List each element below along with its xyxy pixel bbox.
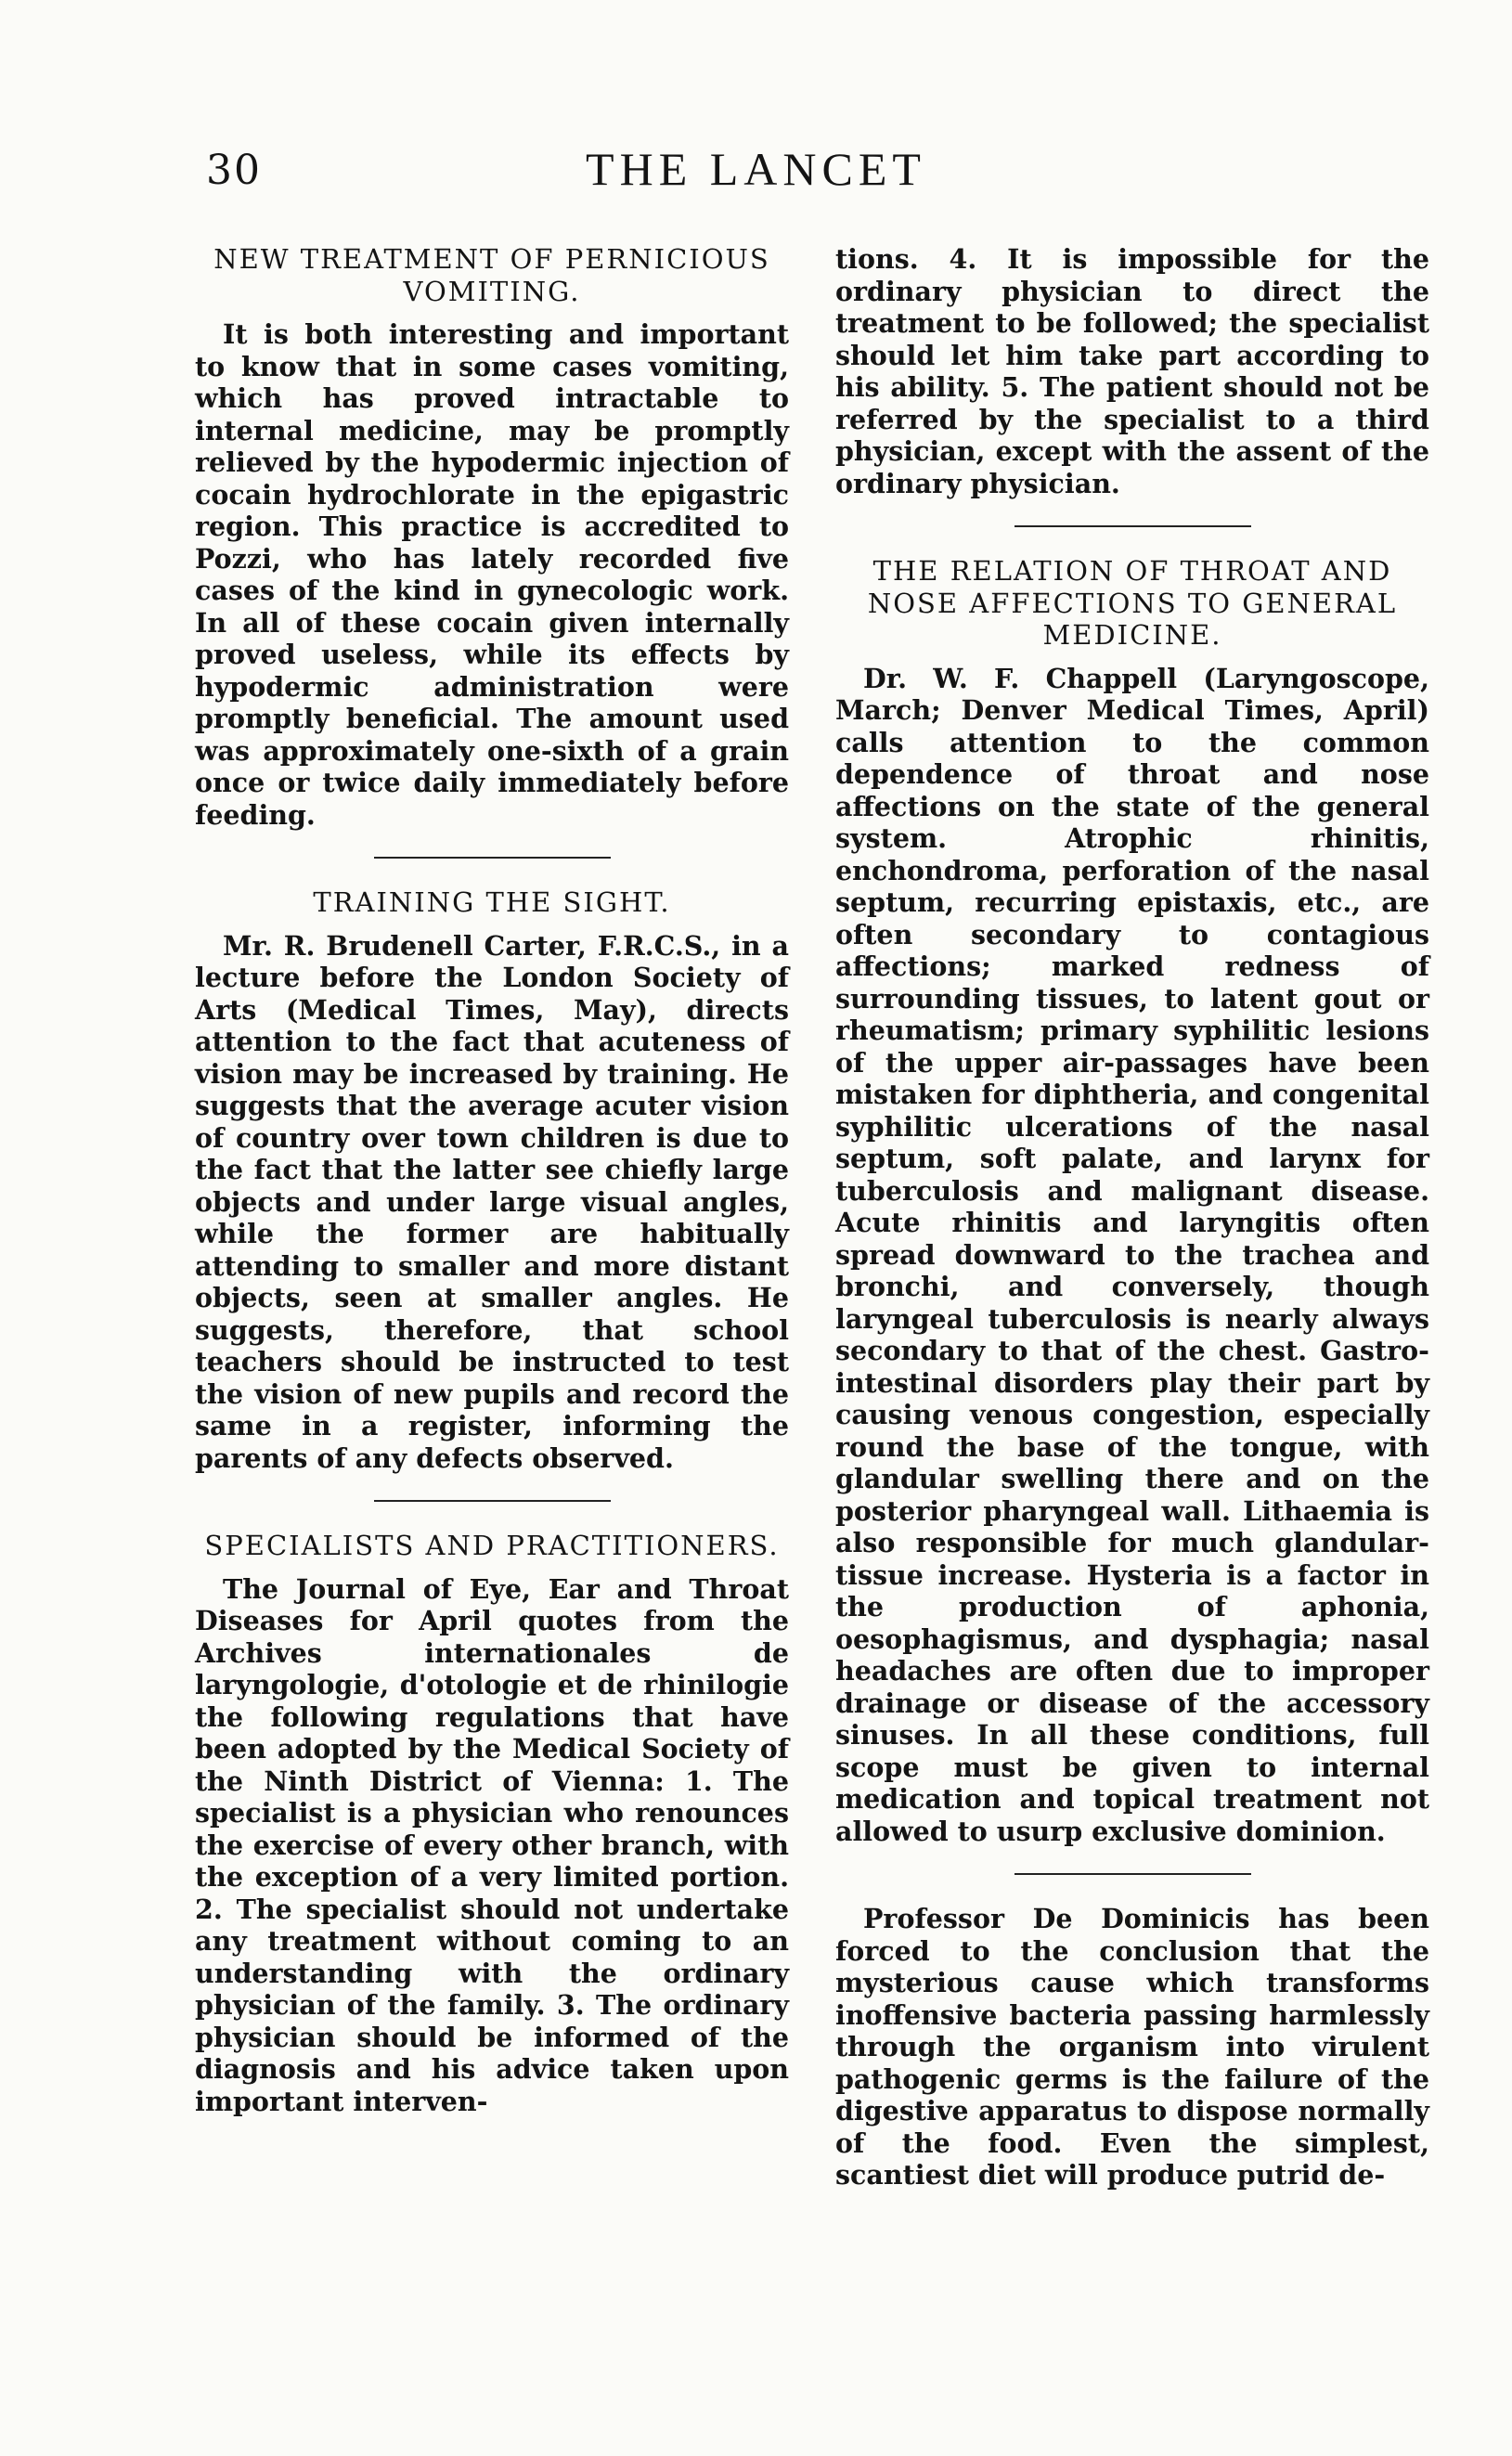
running-head: THE LANCET xyxy=(586,143,926,195)
article-body: The Journal of Eye, Ear and Throat Diseases for April quotes from the Archives internationales de laryngologie, d'otologie et de rhinilogie the following regulations that have been adopted by the Medical Society of the Ninth District of Vienna: 1. The specialist is a physician who renounces the exercise of every other branch, with the exception of a very limited portion. 2. The specialist should not undertake any treatment without coming to an understanding with the ordinary physician of the family. 3. The ordinary physician should be informed of the diagnosis and his advice taken upon important interven- xyxy=(195,1572,789,2117)
section-divider xyxy=(1014,525,1251,527)
article-specialists xyxy=(195,1530,789,2117)
article-heading: THE RELATION OF THROAT AND NOSE AFFECTIONS TO GENERAL MEDICINE. xyxy=(867,555,1398,651)
article-pernicious-vomiting xyxy=(195,243,789,831)
article-de-dominicis xyxy=(835,1903,1429,2191)
article-body: Mr. R. Brudenell Carter, F.R.C.S., in a lecture before the London Society of Arts (Medical Times, May), directs attention to the fact that acuteness of vision may be increased by training. He suggests that the average acuter vision of country over town children is due to the fact that the latter see chiefly large objects and under large visual angles, while the former are habitually attending to smaller and more distant objects, seen at smaller angles. He suggests, therefore, that school teachers should be instructed to test the vision of new pupils and record the same in a register, informing the parents of any defects observed. xyxy=(195,929,789,1474)
article-body: Dr. W. F. Chappell (Laryngoscope, March; Denver Medical Times, April) calls attention to the common dependence of throat and nose affections on the state of the general system. Atrophic rhinitis, enchondroma, perforation of the nasal septum, recurring epistaxis, etc., are often secondary to contagious affections; marked redness of surrounding tissues, to latent gout or rheumatism; primary syphilitic lesions of the upper air-passages have been mistaken for diphtheria, and congenital syphilitic ulcerations of the nasal septum, soft palate, and larynx for tuberculosis and malignant disease. Acute rhinitis and laryngitis often spread downward to the trachea and bronchi, and conversely, though laryngeal tuberculosis is nearly always secondary to that of the chest. Gastro-intestinal disorders play their part by causing venous congestion, especially round the base of the tongue, with glandular swelling there and on the posterior pharyngeal wall. Lithaemia is also responsible for much glandular-tissue increase. Hysteria is a factor in the production of aphonia, oesophagismus, and dysphagia; nasal headaches are often due to improper drainage or disease of the accessory sinuses. In all these conditions, full scope must be given to internal medication and topical treatment not allowed to usurp exclusive dominion. xyxy=(835,662,1429,1847)
page-number: 30 xyxy=(206,147,262,194)
left-column xyxy=(195,243,789,2117)
right-column xyxy=(835,243,1429,2191)
article-heading: SPECIALISTS AND PRACTITIONERS. xyxy=(204,1530,780,1561)
article-continuation: tions. 4. It is impossible for the ordinary physician to direct the treatment to be followed; the specialist should let him take part according to his ability. 5. The patient should not be referred by the specialist to a third physician, except with the assent of the ordinary physician. xyxy=(835,243,1429,499)
article-training-sight xyxy=(195,886,789,1474)
article-heading: TRAINING THE SIGHT. xyxy=(313,886,671,918)
section-divider xyxy=(374,1500,611,1502)
article-throat-nose xyxy=(835,555,1429,1847)
section-divider xyxy=(374,857,611,859)
section-divider xyxy=(1014,1873,1251,1875)
article-body: Professor De Dominicis has been forced to the conclusion that the mysterious cause which transforms inoffensive bacteria passing harmlessly through the organism into virulent pathogenic germs is the failure of the digestive apparatus to dispose normally of the food. Even the simplest, scantiest diet will produce putrid de- xyxy=(835,1903,1429,2191)
article-body: It is both interesting and important to know that in some cases vomiting, which has proved intractable to internal medicine, may be promptly relieved by the hypodermic injection of cocain hydrochlorate in the epigastric region. This practice is accredited to Pozzi, who has lately recorded five cases of the kind in gynecologic work. In all of these cocain given internally proved useless, while its effects by hypodermic administration were promptly beneficial. The amount used was approximately one-sixth of a grain once or twice daily immediately before feeding. xyxy=(195,318,789,831)
article-heading: NEW TREATMENT OF PERNICIOUS VOMITING. xyxy=(213,243,770,307)
